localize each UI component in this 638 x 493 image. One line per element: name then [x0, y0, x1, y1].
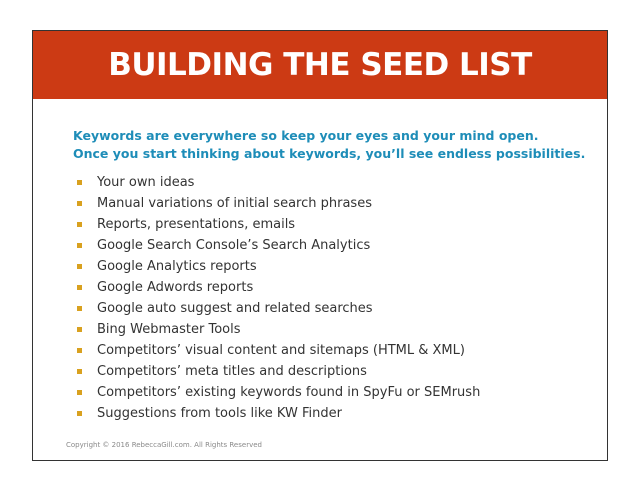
square-bullet-icon	[77, 243, 82, 248]
list-item-label: Google Search Console’s Search Analytics	[97, 238, 371, 253]
list-item-label: Google Analytics reports	[97, 259, 257, 274]
square-bullet-icon	[77, 327, 82, 332]
list-item-label: Manual variations of initial search phrases	[97, 196, 372, 211]
square-bullet-icon	[77, 390, 82, 395]
list-item	[73, 319, 593, 340]
seed-source-list	[73, 172, 593, 424]
list-item	[73, 361, 593, 382]
square-bullet-icon	[77, 264, 82, 269]
list-item	[73, 340, 593, 361]
square-bullet-icon	[77, 306, 82, 311]
list-item-label: Your own ideas	[97, 175, 195, 190]
list-item-label: Google Adwords reports	[97, 280, 254, 295]
list-item	[73, 277, 593, 298]
square-bullet-icon	[77, 285, 82, 290]
list-item	[73, 235, 593, 256]
square-bullet-icon	[77, 411, 82, 416]
list-item	[73, 403, 593, 424]
square-bullet-icon	[77, 201, 82, 206]
list-item	[73, 256, 593, 277]
list-item-label: Google auto suggest and related searches	[97, 301, 373, 316]
list-item	[73, 172, 593, 193]
list-item	[73, 382, 593, 403]
intro-text	[73, 127, 593, 163]
square-bullet-icon	[77, 180, 82, 185]
square-bullet-icon	[77, 369, 82, 374]
slide-title: BUILDING THE SEED LIST	[108, 47, 532, 83]
list-item	[73, 214, 593, 235]
list-item-label: Reports, presentations, emails	[97, 217, 296, 232]
square-bullet-icon	[77, 348, 82, 353]
list-item-label: Competitors’ visual content and sitemaps (HTML & XML)	[97, 343, 465, 358]
title-banner	[33, 31, 607, 99]
square-bullet-icon	[77, 222, 82, 227]
intro-line-1: Keywords are everywhere so keep your eyes and your mind open.	[73, 128, 539, 143]
list-item-label: Bing Webmaster Tools	[97, 322, 241, 337]
list-item-label: Competitors’ meta titles and descriptions	[97, 364, 367, 379]
intro-line-2: Once you start thinking about keywords, you’ll see endless possibilities.	[73, 146, 586, 161]
list-item	[73, 298, 593, 319]
list-item-label: Suggestions from tools like KW Finder	[97, 406, 342, 421]
slide	[32, 30, 608, 461]
list-item-label: Competitors’ existing keywords found in SpyFu or SEMrush	[97, 385, 481, 400]
list-item	[73, 193, 593, 214]
copyright-notice: Copyright © 2016 RebeccaGill.com. All Rights Reserved	[66, 441, 262, 449]
